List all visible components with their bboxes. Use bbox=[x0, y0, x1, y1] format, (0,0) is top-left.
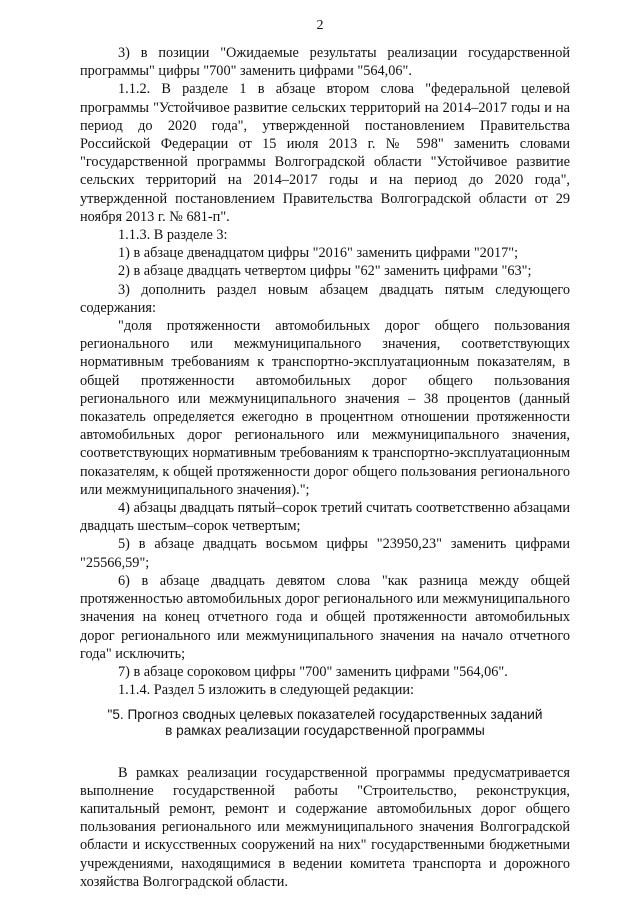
paragraph-1-1-2: 1.1.2. В разделе 1 в абзаце втором слова "федеральной целевой программы "Устойчивое развитие сельских территорий на 2014–2017 годы и на период до 2020 года", утвержденной постановлением Правительства Российской Федерации от 15 июля 2013 г. № 598" заменить словами "государственной программы Волгоградской области "Устойчивое развитие сельских территорий на 2014–2017 годы и на период до 2020 года", утвержденной постановлением Правительства Волгоградской области от 29 ноября 2013 г. № 681-п". bbox=[80, 81, 570, 225]
page-number: 2 bbox=[316, 18, 324, 33]
paragraph-item-3: 3) дополнить раздел новым абзацем двадцать пятым следующего содержания: bbox=[80, 281, 570, 316]
paragraph-item-4: 4) абзацы двадцать пятый–сорок третий считать соответственно абзацами двадцать шестым–сорок четвертым; bbox=[80, 500, 570, 535]
paragraph-item-2: 2) в абзаце двадцать четвертом цифры "62" заменить цифрами "63"; bbox=[118, 263, 532, 280]
paragraph-quoted-indicator: "доля протяженности автомобильных дорог общего пользования регионального или межмуниципального значения, соответствующих нормативным требованиям к транспортно-эксплуатационным показателям, в общей протяженности автомобильных дорог общего пользования регионального или межмуниципального значения – 38 процентов (данный показатель определяется ежегодно в процентном отношении протяженности автомобильных дорог регионального или межмуниципального значения, соответствующих нормативным требованиям к транспортно-эксплуатационным показателям, к общей протяженности дорог общего пользования регионального или межмуниципального значения)."; bbox=[80, 318, 570, 498]
paragraph-item-7: 7) в абзаце сороковом цифры "700" заменить цифрами "564,06". bbox=[118, 663, 508, 680]
section-heading-line-1: "5. Прогноз сводных целевых показателей государственных заданий bbox=[107, 707, 543, 723]
paragraph-item-1: 1) в абзаце двенадцатом цифры "2016" заменить цифрами "2017"; bbox=[118, 245, 519, 262]
paragraph-1-1-3: 1.1.3. В разделе 3: bbox=[118, 227, 228, 244]
section-heading bbox=[80, 707, 570, 738]
paragraph-item-5: 5) в абзаце двадцать восьмом цифры "23950,23" заменить цифрами "25566,59"; bbox=[80, 536, 570, 571]
paragraph-1-1-4: 1.1.4. Раздел 5 изложить в следующей редакции: bbox=[118, 682, 415, 699]
section-heading-line-2: в рамках реализации государственной программы bbox=[165, 722, 485, 738]
paragraph-item-3-results: 3) в позиции "Ожидаемые результаты реализации государственной программы" цифры "700" заменить цифрами "564,06". bbox=[80, 45, 570, 80]
paragraph-item-6: 6) в абзаце двадцать девятом слова "как разница между общей протяженностью автомобильных дорог регионального или межмуниципального значения на конец отчетного года и общей протяженности автомобильных дорог регионального или межмуниципального значения на начало отчетного года" исключить; bbox=[80, 572, 570, 662]
paragraph-final: В рамках реализации государственной программы предусматривается выполнение государственной работы "Строительство, реконструкция, капитальный ремонт, ремонт и содержание автомобильных дорог общего пользования регионального или межмуниципального значения Волгоградской области и искусственных сооружений на них" государственными бюджетными учреждениями, находящимися в ведении комитета транспорта и дорожного хозяйства Волгоградской области. bbox=[80, 764, 570, 890]
document-body bbox=[80, 44, 570, 891]
